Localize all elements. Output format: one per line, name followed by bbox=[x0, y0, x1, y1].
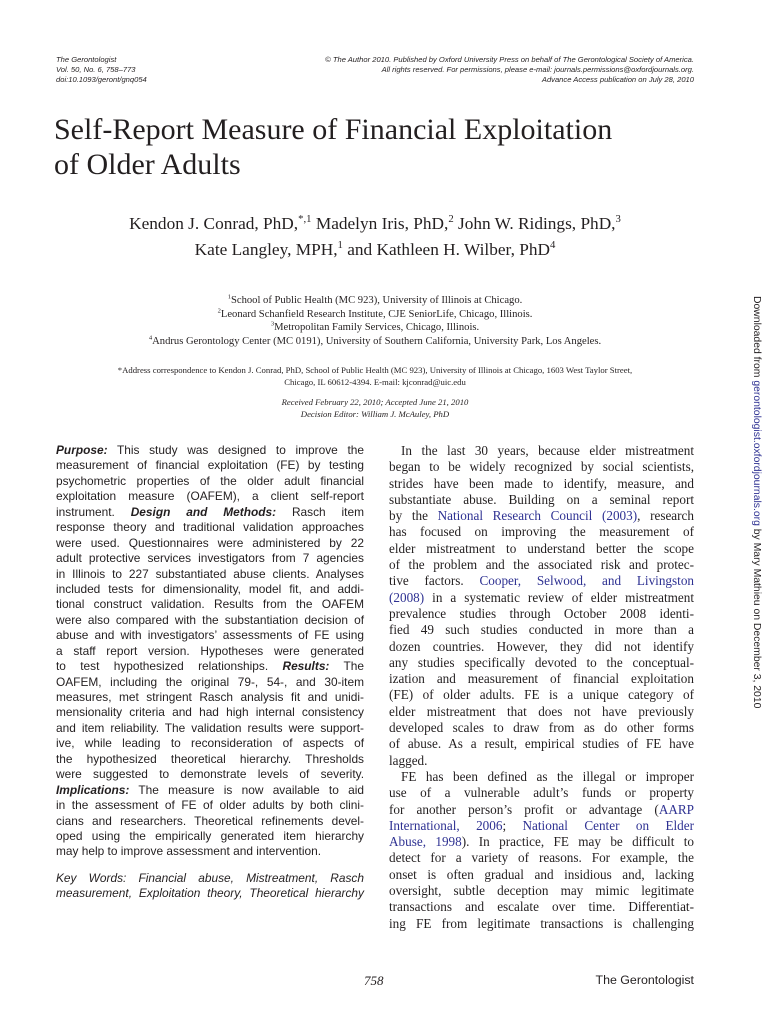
author-affil-mark: 4 bbox=[549, 239, 556, 252]
abstract-line: measures, met stringent Rasch analysis fit and unidi- bbox=[56, 690, 364, 704]
body-line bbox=[389, 573, 694, 589]
abstract-line: were suggested to demonstrate levels of severity. bbox=[56, 767, 364, 782]
permissions-line: All rights reserved. For permissions, please e-mail: journals.permissions@oxfordjournals.org. bbox=[381, 65, 694, 74]
affil-text: Leonard Schanfield Research Institute, CJE SeniorLife, Chicago, Illinois. bbox=[220, 308, 533, 320]
body-line: substantiate abuse. Building on a seminal report bbox=[389, 491, 694, 507]
abstract-line: may help to improve assessment and intervention. bbox=[56, 844, 322, 859]
author-name: Kendon J. Conrad, PhD, bbox=[129, 214, 299, 233]
affiliation bbox=[56, 294, 694, 308]
abstract-line: oped using the empirically generated item hierarchy bbox=[56, 828, 364, 843]
citation-link[interactable]: AARP bbox=[658, 801, 694, 817]
body-text bbox=[389, 443, 694, 932]
body-line: detect for a variety of reasons. For example, the bbox=[389, 850, 694, 866]
affil-number: 2 bbox=[217, 307, 221, 315]
key-words bbox=[56, 871, 364, 902]
copyright-notice bbox=[325, 55, 694, 85]
abstract-line: abuse and with investigators’ assessments of FE using bbox=[56, 628, 364, 643]
body-line: elder mistreatment that does not have previously bbox=[389, 703, 694, 719]
affil-text: Metropolitan Family Services, Chicago, Illinois. bbox=[274, 322, 480, 334]
author-list bbox=[56, 211, 694, 263]
author-affil-mark: 3 bbox=[615, 213, 621, 226]
body-line: ing FE from legitimate transactions is challenging bbox=[389, 915, 694, 931]
body-line: any studies specifically devoted to the conceptual- bbox=[389, 654, 694, 670]
abstract-line: ive, while leading to reconsideration of aspects of bbox=[56, 736, 364, 751]
body-line: ization and measurement of financial exploitation bbox=[389, 671, 694, 687]
citation-link[interactable]: National Research Council (2003) bbox=[437, 508, 638, 524]
abstract-line: adult protective services investigators from 7 agencies bbox=[56, 551, 364, 566]
body-line: of abuse. As a result, empirical studies of FE have bbox=[389, 736, 694, 752]
journal-site-link[interactable]: gerontologist.oxfordjournals.org bbox=[751, 380, 762, 526]
body-line: of the problem and the associated risk and protec- bbox=[389, 557, 694, 573]
methods-heading: Design and Methods: bbox=[130, 504, 277, 519]
abstract-line: and item reliability. The validation results were support- bbox=[56, 720, 364, 735]
body-line: developed scales to draw from as do other forms bbox=[389, 720, 694, 736]
author-affil-mark: *,1 bbox=[298, 213, 312, 226]
abstract-text: to test hypothesized relationships. bbox=[56, 659, 283, 674]
abstract-text: The measure is now available to aid bbox=[129, 782, 364, 797]
abstract-line: psychometric properties of the older adult financial bbox=[56, 473, 364, 488]
affil-number: 1 bbox=[227, 293, 231, 301]
body-line: (FE) of older adults. FE is a unique category of bbox=[389, 687, 694, 703]
abstract-line: mensionality criteria and had high internal consistency bbox=[56, 705, 364, 720]
body-line: strides have been made to identify, measure, and bbox=[389, 475, 694, 491]
citation-link[interactable]: National Center on Elder bbox=[522, 817, 695, 833]
affil-number: 3 bbox=[270, 320, 275, 328]
body-line bbox=[389, 508, 694, 524]
abstract-line bbox=[56, 783, 364, 798]
body-line: elder mistreatment to understand better the scope bbox=[389, 540, 694, 556]
article-dates bbox=[56, 397, 694, 420]
author-line-1 bbox=[56, 211, 694, 237]
author-affil-mark: 1 bbox=[337, 239, 343, 252]
body-line bbox=[389, 802, 694, 818]
correspondence bbox=[56, 364, 694, 388]
abstract-line: a staff report version. Hypotheses were generated bbox=[56, 643, 364, 658]
abstract-line: were used. Questionnaires were administered by 22 bbox=[56, 535, 364, 550]
author-name: John W. Ridings, PhD, bbox=[453, 214, 616, 233]
body-line bbox=[389, 590, 694, 606]
body-line: transactions and escalate over time. Differentiat- bbox=[389, 899, 694, 915]
author-name: and Kathleen H. Wilber, PhD bbox=[342, 240, 550, 259]
abstract-text: This study was designed to improve the bbox=[107, 443, 364, 457]
abstract-line bbox=[56, 443, 364, 458]
abstract-line: OAFEM, including the original 79-, 54-, and 30-item bbox=[56, 674, 364, 689]
results-heading: Results: bbox=[282, 659, 330, 674]
abstract-line: measurement of financial exploitation (FE) by testing bbox=[56, 458, 364, 473]
key-words-line: Key Words: Financial abuse, Mistreatment, Rasch bbox=[56, 870, 364, 885]
title-line-2: of Older Adults bbox=[54, 148, 241, 181]
body-line: FE has been defined as the illegal or improper bbox=[401, 768, 694, 784]
body-line: oversight, subtle deception may mimic legitimate bbox=[389, 883, 694, 899]
download-prefix: Downloaded from bbox=[751, 296, 762, 381]
author-affil-mark: 2 bbox=[448, 213, 454, 226]
body-line: fied 49 such studies conducted in more than a bbox=[389, 622, 694, 638]
abstract-text: The bbox=[329, 659, 364, 674]
body-text-run: ). In practice, FE may be difficult to bbox=[461, 834, 694, 850]
citation-link[interactable]: International, 2006 bbox=[389, 817, 503, 833]
affil-text: School of Public Health (MC 923), University of Illinois at Chicago. bbox=[230, 295, 523, 306]
download-notice bbox=[748, 296, 764, 726]
body-line: In the last 30 years, because elder mistreatment bbox=[401, 443, 694, 458]
journal-footer: The Gerontologist bbox=[595, 973, 694, 987]
body-line: use of a vulnerable adult’s funds or property bbox=[389, 785, 694, 801]
page-number: 758 bbox=[364, 973, 384, 988]
title-line-1: Self-Report Measure of Financial Exploitation bbox=[54, 113, 613, 146]
abstract-line bbox=[56, 659, 364, 674]
citation-link[interactable]: Cooper, Selwood, and Livingston bbox=[479, 573, 695, 589]
author-name: Kate Langley, MPH, bbox=[194, 240, 338, 259]
affil-text: Andrus Gerontology Center (MC 0191), University of Southern California, University Park, Los Angeles. bbox=[152, 335, 602, 347]
affiliations bbox=[56, 294, 694, 348]
article-title bbox=[54, 112, 694, 182]
affiliation bbox=[56, 321, 694, 335]
abstract-line: in Illinois to 227 substantiated abuse clients. Analyses bbox=[56, 566, 364, 581]
body-text-run: tive factors. bbox=[389, 573, 480, 589]
abstract-text: instrument. bbox=[56, 504, 131, 519]
body-text-run: for another person’s profit or advantage ( bbox=[389, 801, 659, 817]
correspondence-line: *Address correspondence to Kendon J. Conrad, PhD, School of Public Health (MC 923), University of Illinois at Chicago, 1603 West Taylor Street, bbox=[117, 365, 633, 375]
author-line-2 bbox=[56, 237, 694, 263]
doi: doi:10.1093/geront/gnq054 bbox=[56, 75, 147, 84]
body-line: prevalence studies through October 2008 identi- bbox=[389, 605, 694, 621]
abstract bbox=[56, 443, 364, 902]
abstract-line: included tests for dimensionality, model fit, and addi- bbox=[56, 581, 364, 596]
journal-name: The Gerontologist bbox=[56, 55, 117, 64]
citation-link[interactable]: Abuse, 1998 bbox=[389, 834, 462, 850]
abstract-line: the hypothesized theoretical hierarchy. Thresholds bbox=[56, 751, 364, 766]
affil-number: 4 bbox=[148, 334, 153, 342]
correspondence-line: Chicago, IL 60612-4394. E-mail: kjconrad@uic.edu bbox=[284, 377, 466, 387]
body-text-run: in a systematic review of elder mistreatment bbox=[424, 589, 694, 605]
abstract-line: exploitation measure (OAFEM), a client self-report bbox=[56, 489, 364, 504]
copyright-line: © The Author 2010. Published by Oxford University Press on behalf of The Gerontological Society of America. bbox=[325, 55, 694, 64]
affiliation bbox=[56, 308, 694, 322]
body-line bbox=[389, 834, 694, 850]
decision-editor: Decision Editor: William J. McAuley, PhD bbox=[300, 408, 450, 419]
abstract-line bbox=[56, 505, 364, 520]
download-suffix: by Mary Mathieu on December 3, 2010 bbox=[751, 525, 762, 709]
body-text-run: , research bbox=[637, 508, 694, 524]
publication-date: Advance Access publication on July 28, 2010 bbox=[541, 75, 694, 84]
volume-info: Vol. 50, No. 6, 758–773 bbox=[56, 65, 136, 74]
abstract-line: cians and researchers. Theoretical refinements devel- bbox=[56, 813, 364, 828]
body-text-run: ; bbox=[502, 817, 523, 833]
abstract-line: in the assessment of FE of older adults by both clini- bbox=[56, 798, 364, 813]
affiliation bbox=[56, 335, 694, 349]
body-line: lagged. bbox=[389, 752, 428, 768]
author-name: Madelyn Iris, PhD, bbox=[311, 214, 449, 233]
body-line: has focused on improving the measurement of bbox=[389, 524, 694, 540]
body-text-run: by the bbox=[389, 508, 438, 524]
purpose-heading: Purpose: bbox=[56, 443, 108, 457]
download-notice-text bbox=[748, 296, 764, 726]
abstract-text: Rasch item bbox=[276, 504, 364, 519]
body-line: onset is often gradual and insidious and, lacking bbox=[389, 866, 694, 882]
abstract-line: response theory and traditional validation approaches bbox=[56, 520, 364, 535]
journal-citation bbox=[56, 55, 147, 85]
citation-link[interactable]: (2008) bbox=[389, 589, 425, 605]
received-accepted: Received February 22, 2010; Accepted June 21, 2010 bbox=[281, 397, 469, 407]
abstract-line: were also compared with the substantiation decision of bbox=[56, 612, 364, 627]
implications-heading: Implications: bbox=[56, 782, 130, 797]
body-line: began to be widely recognized by social scientists, bbox=[389, 459, 694, 475]
body-line: dozen countries. However, they did not identify bbox=[389, 638, 694, 654]
abstract-line: tional construct validation. Results from the OAFEM bbox=[56, 597, 364, 612]
key-words-line: measurement, Exploitation theory, Theoretical hierarchy bbox=[56, 886, 364, 901]
body-line bbox=[389, 818, 694, 834]
